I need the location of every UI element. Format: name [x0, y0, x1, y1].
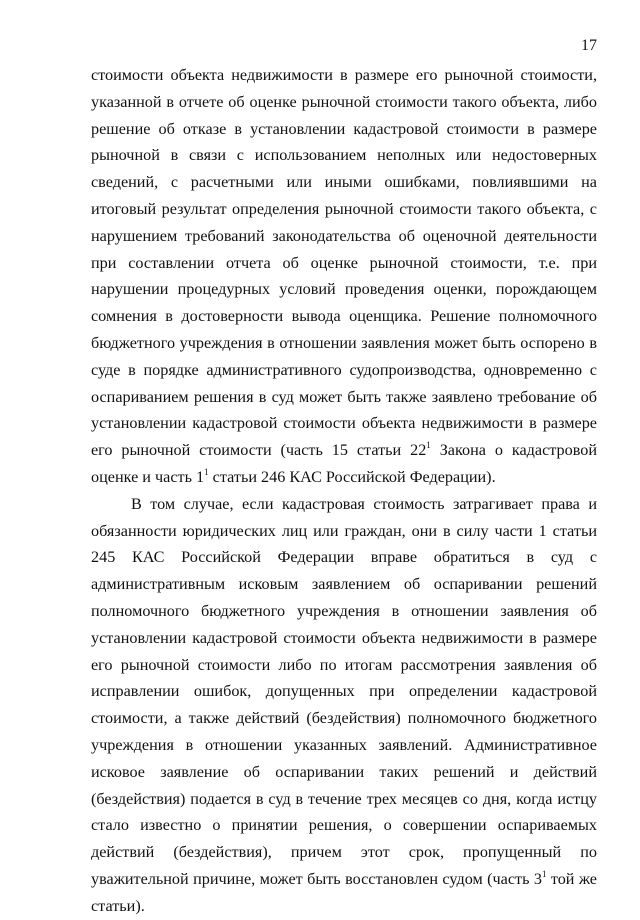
superscript: 1 [541, 868, 547, 879]
text-run: Закона о кадастровой оценке и часть 1 [91, 441, 598, 486]
text-run: статьи 246 КАС Российской Федерации). [208, 467, 496, 486]
paragraph-2 [91, 491, 597, 920]
text-run: стоимости объекта недвижимости в размере его рыночной стоимости, указанной в отчете об оценке рыночной стоимости такого объекта, либо решение об отказе в установлении кадастровой стоимости в размере рыночной в связи с использованием неполных или недостоверных сведений, с расчетными или иными ошибками, повлиявшими на итоговый результат определения рыночной стоимости такого объекта, с нарушением требований законодательства об оценочной деятельности при составлении отчета об оценке рыночной стоимости, т.е. при нарушении процедурных условий проведения оценки, порождающем сомнения в достоверности вывода оценщика. Решение полномочного бюджетного учреждения в отношении заявления может быть оспорено в суде в порядке административного судопроизводства, одновременно с оспариванием решения в суд может быть также заявлено требование об установлении кадастровой стоимости объекта недвижимости в размере его рыночной стоимости (часть 15 статьи 22 [91, 66, 597, 460]
page-number: 17 [581, 37, 597, 54]
text-run: В том случае, если кадастровая стоимость затрагивает права и обязанности юридических лиц или граждан, они в силу части 1 статьи 245 КАС Российской Федерации вправе обратиться в суд с административным исковым заявлением об оспаривании решений полномочного бюджетного учреждения в отношении заявления об установлении кадастровой стоимости объекта недвижимости в размере его рыночной стоимости либо по итогам рассмотрения заявления об исправлении ошибок, допущенных при определении кадастровой стоимости, а также действий (бездействия) полномочного бюджетного учреждения в отношении указанных заявлений. Административное исковое заявление об оспаривании таких решений и действий (бездействия) подается в суд в течение трех месяцев со дня, когда истцу стало известно о принятии решения, о совершении оспариваемых действий (бездействия), причем этот срок, пропущенный по уважительной причине, может быть восстановлен судом (часть 3 [91, 494, 597, 888]
superscript: 1 [204, 466, 209, 477]
superscript: 1 [426, 440, 431, 451]
body-text [91, 62, 597, 920]
paragraph-1 [91, 62, 597, 491]
text-run: той же статьи). [91, 869, 597, 915]
